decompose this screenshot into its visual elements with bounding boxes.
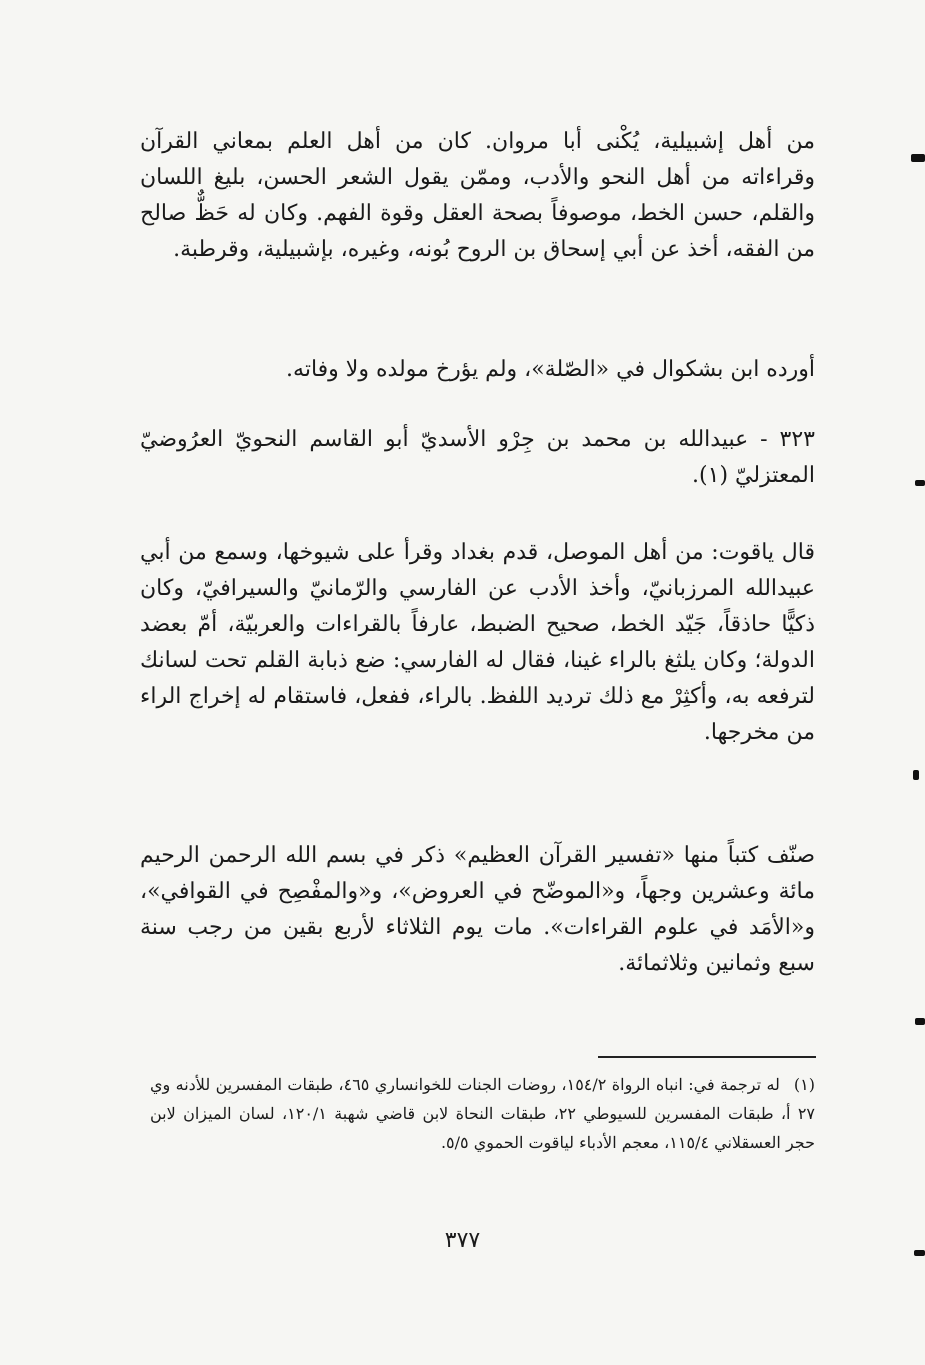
scan-edge-mark	[911, 154, 925, 162]
footnote-separator	[598, 1056, 816, 1058]
footnote-text: له ترجمة في: انباه الرواة ١٥٤/٢، روضات الجنات للخوانساري ٤٦٥، طبقات المفسرين للأدنه وي ٢٧ أ، طبقات المفسرين للسيوطي ٢٢، طبقات النحاة لابن قاضي شهبة ١٢٠/١، لسان الميزان لابن حجر العسقلاني ١١٥/٤، معجم الأدباء لياقوت الحموي ٥/٥.	[150, 1075, 816, 1152]
scan-edge-mark	[915, 480, 925, 486]
scan-edge-mark	[915, 1018, 925, 1025]
paragraph-works: صنّف كتباً منها «تفسير القرآن العظيم» ذكر في بسم الله الرحمن الرحيم مائة وعشرين وجهاً، و«الموضّح في العروض»، و«والمفْصِح في القوافي»، و«الأمَد في علوم القراءات». مات يوم الثلاثاء لأربع بقين من رجب سنة سبع وثمانين وثلاثمائة.	[140, 843, 815, 976]
scan-edge-mark	[914, 1250, 925, 1256]
paragraph-biography-intro: من أهل إشبيلية، يُكْنى أبا مروان. كان من أهل العلم بمعاني القرآن وقراءاته من أهل النحو والأدب، وممّن يقول الشعر الحسن، بليغ اللسان والقلم، حسن الخط، موصوفاً بصحة العقل وقوة الفهم. وكان له حَظٌّ صالح من الفقه، أخذ عن أبي إسحاق بن الروح بُونه، وغيره، بإشبيلية، وقرطبة.	[140, 129, 815, 262]
scan-edge-mark	[913, 770, 919, 780]
footnote	[150, 1070, 815, 1157]
paragraph-yaqut-quote: قال ياقوت: من أهل الموصل، قدم بغداد وقرأ على شيوخها، وسمع من أبي عبيدالله المرزبانيّ، وأخذ الأدب عن الفارسي والرّمانيّ والسيرافيّ، وكان ذكيًّا حاذقاً، جَيّد الخط، صحيح الضبط، عارفاً بالقراءات والعربيّة، أمّ بعضد الدولة؛ وكان يلثغ بالراء غينا، فقال له الفارسي: ضع ذبابة القلم تحت لسانك لترفعه به، وأكثِرْ مع ذلك ترديد اللفظ. بالراء، ففعل، فاستقام له إخراج الراء من مخرجها.	[140, 540, 815, 745]
page-number: ٣٧٧	[444, 1228, 481, 1253]
footnote-marker: (١)	[793, 1075, 815, 1094]
paragraph-source-note: أورده ابن بشكوال في «الصّلة»، ولم يؤرخ مولده ولا وفاته.	[286, 357, 815, 382]
entry-heading-323: ٣٢٣ - عبيدالله بن محمد بن جِرْو الأسديّ أبو القاسم النحويّ العرُوضيّ المعتزليّ (١).	[140, 427, 815, 488]
